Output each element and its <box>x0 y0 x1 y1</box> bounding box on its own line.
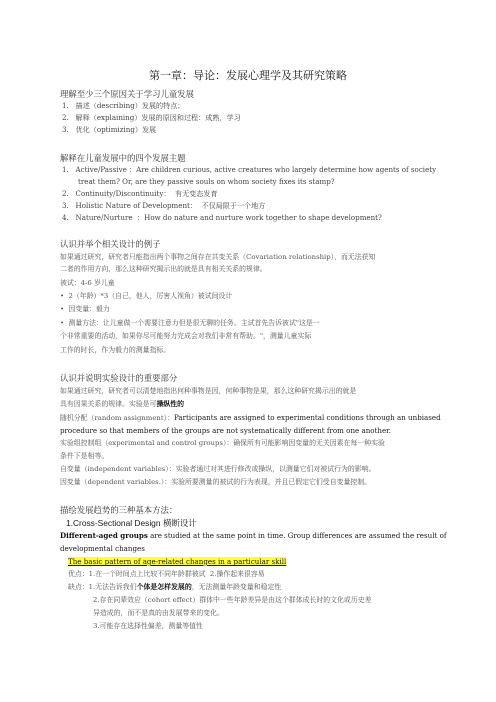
advantages-line: 优点：1.在一个时间点上比较不同年龄群被试 2.操作起来很容易 <box>68 570 265 578</box>
paragraph-line: 2.存在同辈效应（cohort effect）群体中一些年龄差异是由这个群体成长时的文化或历史差 <box>93 596 372 604</box>
disadvantages-line <box>68 584 281 591</box>
paragraph-line: 个非常重要的活动，如果你尽可能努力完成会对我们非常有帮助。"，测量儿童实际 <box>60 332 312 340</box>
list-item: 3. 优化（optimizing）发展 <box>62 125 157 134</box>
list-item: 1. 描述（describing）发展的特点； <box>62 101 185 110</box>
list-item: 1. Active/Passive ：Are children curious, active creatures who largely determine how agents of society <box>62 165 437 174</box>
paragraph-line: developmental changes <box>60 544 145 553</box>
paragraph-line: 条件下是相等。 <box>60 452 109 460</box>
chapter-title: 第一章：导论：发展心理学及其研究策略 <box>149 69 347 82</box>
paragraph-line: 如果通过研究，研究者可以清楚地指出何种事物是因，何种事物是果，那么这种研究揭示出的就是 <box>60 387 357 395</box>
text-run: are studied at the same point in time. Group differences are assumed the result of <box>147 531 447 540</box>
highlighted-text: The basic pattern of age-related changes in a particular skill <box>68 557 287 566</box>
section-heading-methods: 描绘发展趋势的三种基本方法： <box>60 505 178 515</box>
bold-text: Different-aged groups <box>60 531 148 540</box>
list-item: 4. Nature/Nurture ：How do nature and nurture work together to shape development? <box>62 213 382 222</box>
list-item: 2. Continuity/Discontinuity： 有无变态发育 <box>62 189 218 198</box>
paragraph-line <box>60 414 441 422</box>
text-run: 横断设计 <box>160 518 197 528</box>
bullet-line: • 2（年龄）*3（自己，他人，厉害人视角）被试间设计 <box>60 292 233 300</box>
paragraph-line <box>60 401 184 408</box>
paragraph-line: 3.可能存在选择性偏差，测量等值性 <box>93 622 203 630</box>
list-item: 3. Holistic Nature of Development： 不仅局限于一个地方 <box>62 201 266 210</box>
paragraph-line: 自变量（independent variables）：实验者通过对其进行修改或操纵，以测量它们对被试行为的影响。 <box>60 465 376 473</box>
list-item: 2. 解释（explaining）发展的原因和过程：成熟，学习 <box>62 113 241 122</box>
section-heading-experimental: 认识并说明实验设计的重要部分 <box>60 373 178 383</box>
text-run: 1.Cross-Sectional Design <box>66 518 161 528</box>
paragraph-line: 被试：4-6 岁儿童 <box>60 279 115 287</box>
text-run: 缺点：1.无法告诉我们 <box>68 583 137 591</box>
paragraph-line: 二者的作用方向，那么这种研究揭示出的就是具有相关关系的规律。 <box>60 265 267 273</box>
section-heading-correlational: 认识并举个相关设计的例子 <box>60 239 161 249</box>
highlighted-line <box>68 558 286 565</box>
bold-text: 个体是怎样发展的 <box>136 583 192 591</box>
paragraph-line: 实验组控制组（experimental and control groups）：确保所有可能影响因变量的无关因素在每一种实验 <box>60 439 385 447</box>
paragraph-line: procedure so that members of the groups are not systematically different from one another. <box>60 426 392 435</box>
text-run: 具有因果关系的规律。实验是可 <box>60 400 157 408</box>
text-run: ，无法测量年龄变量和稳定性 <box>191 583 282 591</box>
bullet-line: • 因变量：毅力 <box>60 305 110 313</box>
list-item-continuation: treat them? Or, are they passive souls on whom society fixes its stamp? <box>78 177 335 186</box>
bullet-line: • 测量方法：让儿童做一个需要注意力但是很无聊的任务。主试首先告诉被试"这是一 <box>60 319 320 327</box>
paragraph-line: 工作的时长，作为毅力的测量指标。 <box>60 346 171 354</box>
paragraph-line <box>60 532 447 539</box>
text-run: 随机分配（random assignment）： <box>60 414 174 422</box>
bold-text: 操纵性的 <box>156 400 185 408</box>
section-heading-reasons: 理解至少三个原因关于学习儿童发展 <box>60 89 194 99</box>
section-heading-themes: 解释在儿童发展中的四个发展主题 <box>60 153 186 163</box>
paragraph-line: 如果通过研究，研究者只能指出两个事物之间存在共变关系（Covariation relationship），而无法获知 <box>60 253 376 261</box>
text-run: Participants are assigned to experimental conditions through an unbiased <box>173 413 441 422</box>
paragraph-line: 异造成的，而不是真的由发展带来的变化。 <box>93 609 224 617</box>
paragraph-line: 因变量（dependent variables.）：实验所要测量的被试的行为表现，并且已假定它们受自变量控制。 <box>60 478 372 486</box>
subheading-cross-sectional <box>66 519 197 527</box>
